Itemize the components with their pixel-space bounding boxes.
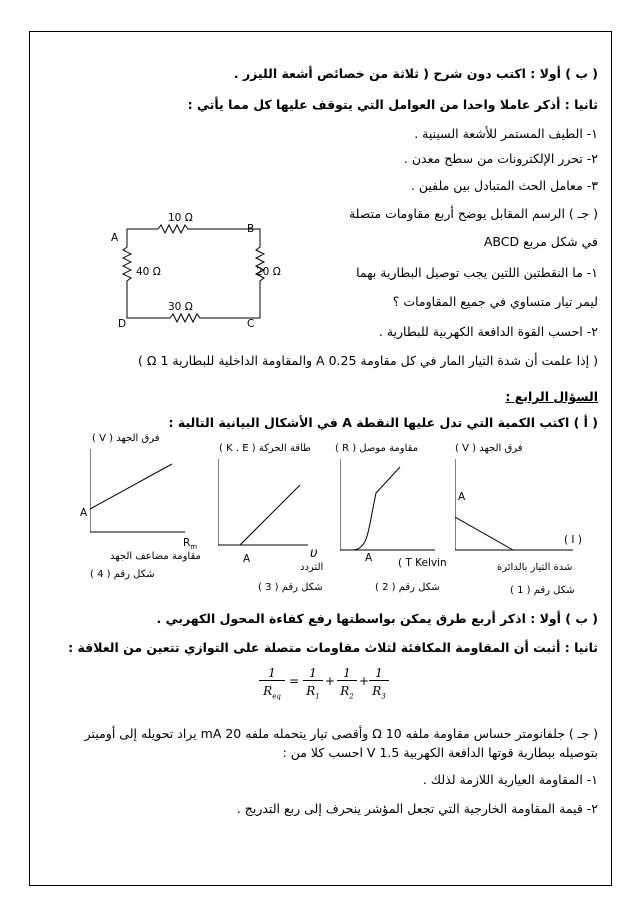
q3-c-line1: ( جـ ) الرسم المقابل يوضح أربع مقاومات متصلة [348, 206, 598, 221]
q3-b-first: ( ب ) أولا : اكتب دون شرح ( ثلاثة من خصائص أشعة الليزر . [233, 66, 598, 81]
q3-item-3: ٣- معامل الحث المتبادل بين ملفين . [410, 178, 598, 193]
graph3-point-a: A [243, 553, 251, 565]
graph1-side-label: ( I ) [564, 534, 582, 546]
graph4-x-symbol: $R_m$ [183, 537, 198, 552]
graph3 [218, 455, 318, 560]
node-b-label: B [247, 223, 255, 235]
graph4-point-a: A [80, 507, 88, 519]
node-a-label: A [111, 232, 119, 244]
graph3-x-label: التردد [300, 562, 324, 573]
graph2-x-label: ( T Kelvin [398, 557, 447, 569]
graph1-caption: شكل رقم ( 1 ) [510, 585, 575, 596]
node-d-label: D [118, 318, 127, 330]
q4-title: السؤال الرابع : [505, 389, 598, 404]
resistor-bottom-label: 30 Ω [168, 301, 193, 313]
graph2-y-label: مقاومة موصل ( R ) [335, 443, 419, 454]
graph4 [90, 445, 190, 540]
resistor-top-label: 10 Ω [168, 212, 193, 224]
q4-c-line2: بتوصيله ببطارية قوتها الدافعة الكهربية 1.5 V احسب كلا من : [282, 745, 598, 760]
q4-c-line1: ( جـ ) جلفانومتر حساس مقاومة ملفه 10 Ω وأقصى تيار يتحمله ملفه 20 mA يراد تحويله إلى أوميتر [84, 726, 598, 741]
resistor-right-label: 20 Ω [256, 266, 281, 278]
graph3-x-symbol: υ [310, 546, 318, 561]
graph4-caption: شكل رقم ( 4 ) [90, 569, 155, 580]
graph3-caption: شكل رقم ( 3 ) [258, 582, 323, 593]
q3-item-2: ٢- تحرر الإلكترونات من سطح معدن . [403, 151, 598, 166]
graph2-point-a: A [365, 552, 373, 564]
q3-item-1: ١- الطيف المستمر للأشعة السينية . [414, 126, 598, 141]
parallel-resistance-formula: 1 $R_{eq}$ = 1 $R_1$ + 1 $R_2$ + 1 $R_3$ [255, 666, 385, 712]
graph2 [340, 455, 450, 560]
q4-b-first: ( ب ) أولا : اذكر أربع طرق يمكن بواسطتها رفع كفاءة المحول الكهربي . [156, 611, 598, 626]
q3-c-line2: في شكل مربع ABCD [483, 234, 598, 249]
graph1-x-label: شدة التيار بالدائرة [497, 562, 573, 573]
graph4-x-label: مقاومة مضاعف الجهد [110, 551, 201, 562]
q3-c-q1a: ١- ما النقطتين اللتين يجب توصيل البطارية بهما [356, 265, 598, 280]
graph1-y-label: فرق الجهد ( V ) [455, 443, 523, 454]
graph2-caption: شكل رقم ( 2 ) [375, 582, 440, 593]
graph3-y-label: طاقة الحركة ( K . E ) [219, 443, 312, 454]
q3-second-head: ثانيا : أذكر عاملا واحدا من العوامل التي يتوقف عليها كل مما يأتي : [187, 97, 598, 112]
resistor-left-label: 40 Ω [136, 266, 161, 278]
q3-c-q1b: ليمر تيار متساوي في جميع المقاومات ؟ [392, 294, 598, 309]
q4-c-q1: ١- المقاومة العيارية اللازمة لذلك . [422, 772, 598, 787]
graph4-y-label: فرق الجهد ( V ) [92, 433, 160, 444]
q4-c-q2: ٢- قيمة المقاومة الخارجية التي تجعل المؤشر ينحرف إلى ربع التدريج . [236, 801, 598, 816]
q3-c-q2: ٢- احسب القوة الدافعة الكهربية للبطارية . [378, 324, 598, 339]
node-c-label: C [247, 318, 255, 330]
q4-second-head: ثانيا : أثبت أن المقاومة المكافئة لثلاث مقاومات متصلة على التوازي تتعين من العلاقة : [68, 640, 598, 655]
graph1-point-a: A [458, 491, 466, 503]
q4-a-head: ( أ ) اكتب الكمية التي تدل عليها النقطة A في الأشكال البيانية التالية : [168, 415, 598, 430]
q3-c-given: ( إذا علمت أن شدة التيار المار في كل مقاومة 0.25 A والمقاومة الداخلية للبطارية 1 Ω ) [138, 353, 598, 368]
